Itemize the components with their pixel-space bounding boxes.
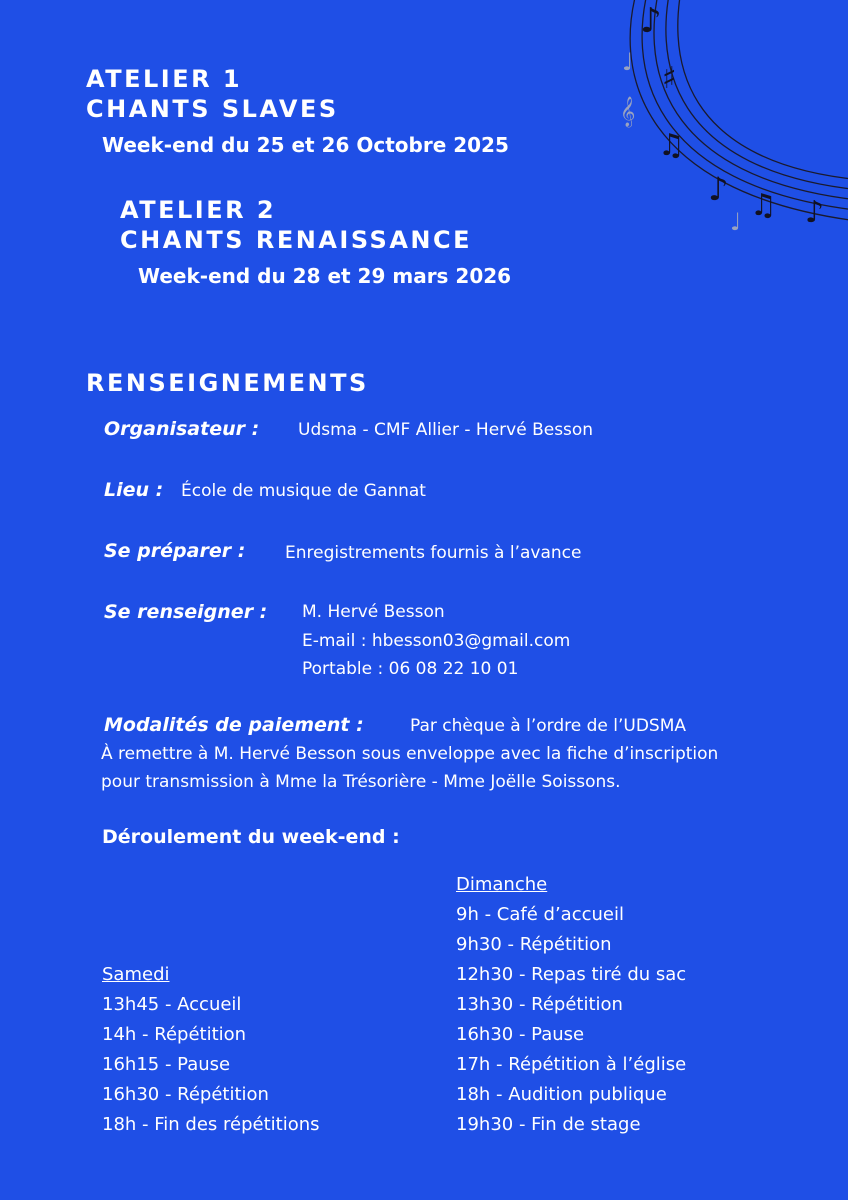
workshop2-title bbox=[120, 195, 472, 255]
list-item: 9h - Café d’accueil bbox=[456, 904, 624, 925]
svg-text:♫: ♫ bbox=[658, 128, 685, 163]
list-item: 12h30 - Repas tiré du sac bbox=[456, 964, 687, 985]
contact-label: Se renseigner : bbox=[104, 601, 268, 623]
list-item: 14h - Répétition bbox=[102, 1024, 247, 1045]
list-item: 13h30 - Répétition bbox=[456, 994, 623, 1015]
sunday-title: Dimanche bbox=[456, 874, 548, 895]
svg-text:♫: ♫ bbox=[750, 188, 777, 223]
workshop2-dates: Week-end du 28 et 29 mars 2026 bbox=[138, 264, 512, 288]
svg-text:♩: ♩ bbox=[730, 208, 742, 236]
payment-value: Par chèque à l’ordre de l’UDSMA bbox=[410, 716, 687, 736]
list-item: 17h - Répétition à l’église bbox=[456, 1054, 687, 1075]
list-item: 16h15 - Pause bbox=[102, 1054, 231, 1075]
venue-label: Lieu : bbox=[104, 479, 164, 501]
contact-phone: Portable : 06 08 22 10 01 bbox=[302, 659, 519, 679]
prepare-value: Enregistrements fournis à l’avance bbox=[285, 543, 582, 563]
list-item: 13h45 - Accueil bbox=[102, 994, 242, 1015]
list-item: 9h30 - Répétition bbox=[456, 934, 612, 955]
organizer-value: Udsma - CMF Allier - Hervé Besson bbox=[298, 420, 594, 440]
list-item: 19h30 - Fin de stage bbox=[456, 1114, 641, 1135]
payment-line2: À remettre à M. Hervé Besson sous enveloppe avec la fiche d’inscription bbox=[101, 744, 719, 764]
svg-text:♪: ♪ bbox=[708, 170, 729, 208]
schedule-heading: Déroulement du week-end : bbox=[102, 826, 400, 848]
workshop1-title bbox=[86, 64, 339, 124]
list-item: 16h30 - Répétition bbox=[102, 1084, 269, 1105]
venue-value: École de musique de Gannat bbox=[181, 481, 426, 501]
music-staff-swirl-icon bbox=[600, 0, 848, 270]
list-item: 18h - Fin des répétitions bbox=[102, 1114, 320, 1135]
svg-text:♩: ♩ bbox=[622, 48, 634, 76]
payment-label: Modalités de paiement : bbox=[104, 714, 364, 736]
list-item: 16h30 - Pause bbox=[456, 1024, 585, 1045]
saturday-title: Samedi bbox=[102, 964, 170, 985]
workshop1-title-line2: CHANTS SLAVES bbox=[86, 95, 339, 123]
workshop1-title-line1: ATELIER 1 bbox=[86, 65, 243, 93]
workshop2-title-line2: CHANTS RENAISSANCE bbox=[120, 226, 472, 254]
svg-text:♯: ♯ bbox=[662, 61, 677, 96]
workshop1-dates: Week-end du 25 et 26 Octobre 2025 bbox=[102, 133, 509, 157]
svg-text:♪: ♪ bbox=[640, 1, 662, 41]
payment-line3: pour transmission à Mme la Trésorière - Mme Joëlle Soissons. bbox=[101, 772, 621, 792]
contact-name: M. Hervé Besson bbox=[302, 602, 445, 622]
contact-email: E-mail : hbesson03@gmail.com bbox=[302, 631, 571, 651]
workshop2-title-line1: ATELIER 2 bbox=[120, 196, 277, 224]
info-heading: RENSEIGNEMENTS bbox=[86, 369, 369, 397]
organizer-label: Organisateur : bbox=[104, 418, 260, 440]
svg-text:♪: ♪ bbox=[805, 195, 825, 230]
list-item: 18h - Audition publique bbox=[456, 1084, 667, 1105]
svg-text:𝄞: 𝄞 bbox=[620, 97, 636, 127]
prepare-label: Se préparer : bbox=[104, 540, 246, 562]
